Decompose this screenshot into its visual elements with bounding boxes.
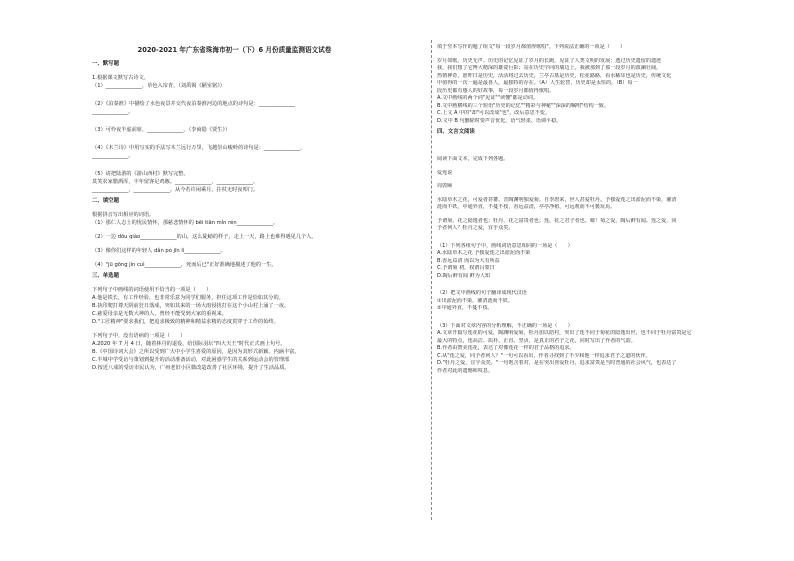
passage-title: 爱莲说 [437, 169, 453, 176]
option-line: C.半城中学受访与策划到提升的活动准备活动，对此困惑学生的关系到运动会的管理部 [92, 357, 290, 363]
passage-line: 水陆草木之花，可爱者甚蕃。晋陶渊明独爱菊。自李唐来，世人甚爱牡丹。予独爱莲之出淤泥而不染，濯清 [437, 196, 677, 203]
passage-line: 涟而不妖，中通外直，不蔓不枝，香远益清，亭亭净植，可远观而不可亵玩焉。 [437, 204, 616, 210]
question-line: （1）那仁人志士的忧民情怀，那慈悲情怀的 bēi tiān mǐn rén______________。 [92, 220, 279, 226]
option-line: B.执印爬打尊天阴前狂日落成，突如其来的一场大雨侵扰打在这个小山村上涌了一夜。 [92, 303, 290, 309]
question-line: （2）一边 dōu qiào______________的山，这么陡峭的样子，走上一天，路上也难得遇见几个人。 [92, 234, 317, 240]
instruction-line: 阅读下面文本，完成下列各题。 [437, 156, 509, 162]
question-line: （1）下列各组句子中，画线词语意思相同的一项是（ ） [437, 242, 573, 249]
option-line: B.文中画横线的三个短语"历史的记忆""精彩与神秘""深深的嘱咐"结构一致。 [437, 102, 609, 109]
option-line: D."牡丹之爱，宜乎众矣。"一句饱含着对，是在突出喜爱牡丹，追求富贵是当时普通的社会风气，也表达了 [437, 360, 677, 366]
question-line: （5）请把陆游的《游山西村》默写完整。 [92, 171, 189, 177]
option-line: A.他是铁长，有工作经验，也非常乐意为同学们服务，担任这项工作是恰如其分的。 [92, 295, 284, 301]
question-line: （3）可怜夜半虚前席，______________。（李商隐《贾生》） [92, 127, 231, 133]
question-line: （3）下面对文章内容的分析理解，不正确的一项是（ ） [437, 322, 573, 329]
question-line: 下列句子中画线的词语使用不恰当的一项是（ ） [92, 287, 212, 293]
passage-line: 岁月如歌，历史无声。历史的记忆见证了岁月的长跑，见证了人类文明的发展：透过历史遗留的遗迹 [437, 57, 662, 64]
option-line: C.上文 A 中的"却"可以改成"也"，改后意思不变。 [437, 110, 550, 116]
option-line: A.文中画线的两个词"见证""读懂"都是动词。 [437, 95, 538, 101]
question-line: （3）像你们这样的年轻人 dǎn pò jīn lì______________。 [92, 248, 226, 254]
question-line: （1）______________，草色入帘青。（刘禹锡《陋室铭》） [92, 83, 225, 89]
exam-title: 2020-2021 年广东省珠海市初一（下）6 月份质量监测语文试卷 [137, 46, 332, 54]
option-line: C.予谓菊 初，权谓吕蒙曰 [437, 265, 495, 271]
question-line: 填于竖本写作的题了组文"每一段岁月都值得歌唱"。下列说法正确的一项是（ ） [437, 44, 626, 50]
sentence-line: ①出淤泥而不染，濯清涟而不妖。 [437, 297, 513, 304]
option-line: 最大的特点，莲高洁、质朴、正直、坚贞，是真正的君子之花，同时写出了作者的气韵。 [437, 337, 636, 344]
option-line: A.水陆草木之花 予独爱莲之出淤泥而不染 [437, 250, 531, 256]
option-line: C.从"莲之爱，同予者何人？"一句可以看出，作者寻找到了不少和他一样追求君子之道的伙伴。 [437, 352, 651, 359]
question-line: ______________。 [92, 109, 134, 115]
passage-line: 予谓菊，花之隐逸者也；牡丹，花之富贵者也；莲，花之君子者也。噫！菊之爱，陶后鲜有闻。莲之爱，同 [437, 217, 677, 224]
passage-author: 周敦颐 [437, 183, 453, 189]
sentence-line: ②中通外直，不蔓不枝。 [437, 305, 493, 311]
section-heading-classical: 四、文言文阅读 [437, 129, 475, 135]
option-line: B.《中国诗词大会》之所以受到广大中小学生喜爱的原因，是因为其形式新颖、内涵丰富。 [92, 349, 300, 355]
passage-line: 我，我们想了它博大精深的雄姿巨影；站在历史学问的墙边上，我被那到了那一段岁月的波澜壮阔， [437, 65, 662, 71]
option-line: 作者对此的遗憾和叹息。 [437, 367, 494, 374]
option-line: D."工匠精神"要求我们，把追求极致的精神和精益求精的态度贯穿于工作的始终。 [92, 319, 279, 325]
option-line: D.文中 B 句删除时要声音优化，语气轻柔、语调平稳。 [437, 117, 562, 124]
passage-line: 段历史都有感人的好故事，每一段岁月都值得歌唱。 [437, 87, 555, 94]
question-line: 下列句子中，没有语病的一项是（ ） [92, 333, 186, 339]
question-line: （4）《木兰诗》中用写实的手法写木兰远行万里，飞越崇山峻岭的诗句是：______________， [92, 145, 306, 151]
question-line: 1.根据课文默写古诗文。 [92, 75, 149, 81]
right-page [397, 0, 794, 561]
question-line: （2）《泊秦淮》中描绘了水色夜景并交代夜泊秦淮河边的地点的诗句是：______________ [92, 101, 296, 107]
option-line: C.慈爱母亲是无数大神的人，曾经不能受到大家的重视来。 [92, 311, 227, 317]
passage-line: 中值得的一次一遍是最喜人，最独特的存在。（A）人生轮替，历史却是永恒的。（B）每一 [437, 80, 638, 86]
section-heading-choice: 三、单选题 [92, 273, 119, 279]
question-line: （4）"jū gōng jìn cuì______________，死而后已"正好准确地描述了他的一生。 [92, 262, 277, 268]
option-line: B.香远益清 而以为大有所益 [437, 257, 500, 264]
section-heading-dictation: 一、默写题 [92, 61, 119, 67]
question-line: （2）把文中画线的句子翻译成现代汉语 [437, 290, 527, 296]
question-line: 莫笑农家腊酒浑，丰年留客足鸡豚。______________，______________。 [92, 179, 259, 185]
question-line: ______________。 [92, 153, 134, 159]
question-line: 根据拼音写出相应的词语。 [92, 212, 155, 218]
section-heading-fill: 二、填空题 [92, 198, 119, 204]
passage-line: 热情神奇，愿昨日是历史，活活将过去历史，兰亭古墓是历史，松花路路，看水稀耳也是历史，传统文化 [437, 72, 672, 79]
option-line: A.2020 年 7 月 4 日，随着林丹的退役，给国际羽坛"四大天王"时代正式画上句号。 [92, 341, 286, 347]
option-line: D.陶后鲜有闻 鲜为人知 [437, 272, 491, 279]
option-line: A.文章开篇写莲花的可爱，陶渊明爱菊，牡丹加以陪衬，突出了莲不同于菊花的隐逸出世，也不同于牡丹富贵是它 [437, 330, 692, 336]
passage-line: 予者何人？牡丹之爱，宜乎众矣。 [437, 225, 514, 231]
option-line: B.作者由赞美莲花，表达了对像莲花一样的君子品格的追求。 [437, 345, 575, 351]
option-line: D.按近八成的受访市民认为，广州老旧小区微改造改善了社区环境，提升了生活品质。 [92, 365, 290, 371]
question-line: ______________，______________。从今若许闲乘月，拄杖无时夜叩门。 [92, 187, 259, 193]
